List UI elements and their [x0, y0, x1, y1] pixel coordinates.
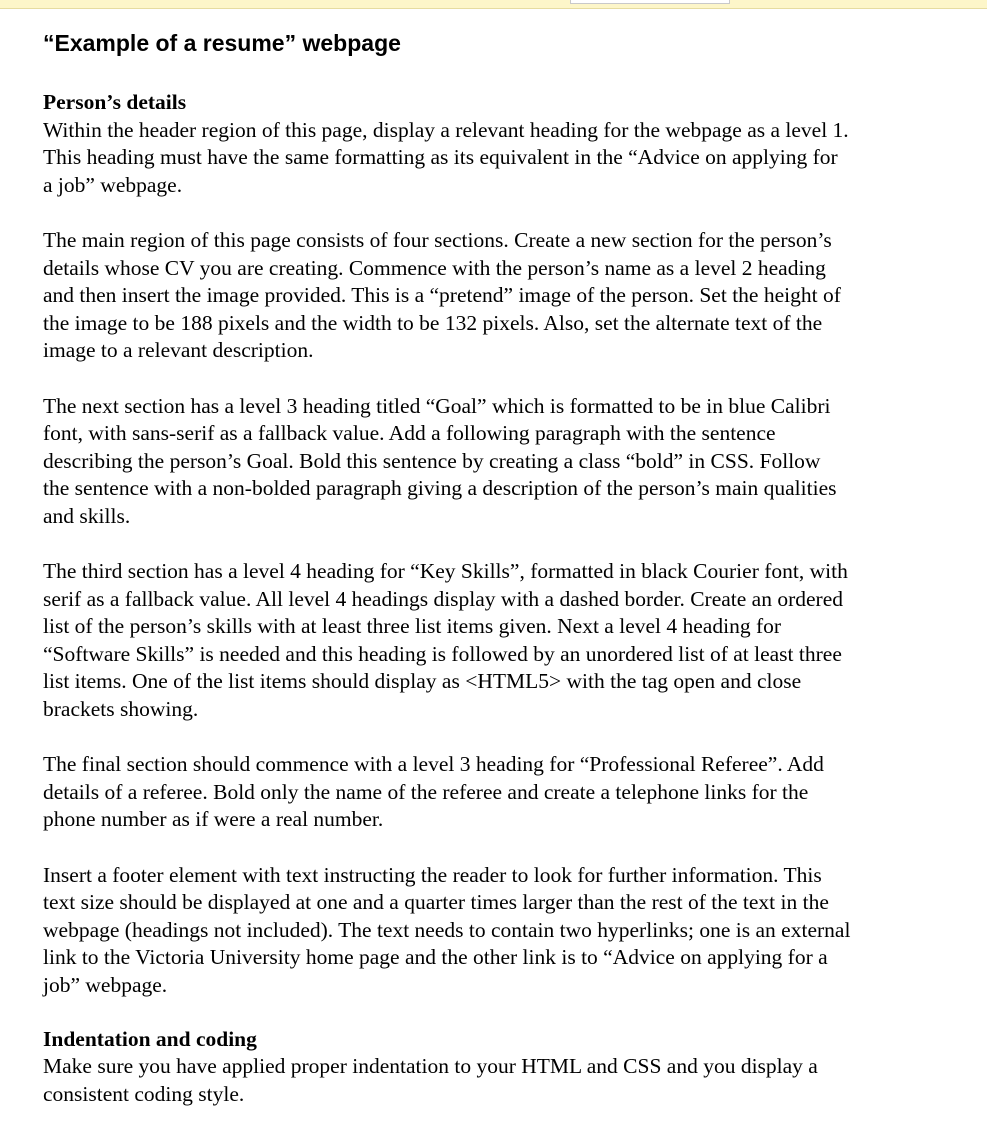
- paragraph-referee-section: The final section should commence with a level 3 heading for “Professional Referee”. Add details of a referee. Bold only the name of the referee and create a telephone links for the phone number as if were a real number.: [43, 752, 824, 832]
- paragraph-main-region: The main region of this page consists of four sections. Create a new section for the person’s details whose CV you are creating. Commence with the person’s name as a level 2 heading and then insert the image provided. This is a “pretend” image of the person. Set the height of the image to be 188 pixels and the width to be 132 pixels. Also, set the alternate text of the image to a relevant description.: [43, 227, 841, 363]
- document-body: [43, 27, 963, 1108]
- paragraph-footer-element: Insert a footer element with text instructing the reader to look for further information. This text size should be displayed at one and a quarter times larger than the rest of the text in the webpage (headings not included). The text needs to contain two hyperlinks; one is an external link to the Victoria University home page and the other link is to “Advice on applying for a job” webpage.: [43, 862, 851, 997]
- top-toolbar-strip: [0, 0, 987, 9]
- paragraph-header-region: Within the header region of this page, display a relevant heading for the webpage as a level 1. This heading must have the same formatting as its equivalent in the “Advice on applying for a job” webpage.: [43, 117, 849, 197]
- section-heading-indentation: Indentation and coding: [43, 1026, 257, 1051]
- section-heading-persons-details: Person’s details: [43, 90, 187, 114]
- paragraph-indentation: Make sure you have applied proper indentation to your HTML and CSS and you display a consistent coding style.: [43, 1054, 818, 1106]
- paragraph-key-skills-section: The third section has a level 4 heading for “Key Skills”, formatted in black Courier font, with serif as a fallback value. All level 4 headings display with a dashed border. Create an ordered list of the person’s skills with at least three list items given. Next a level 4 heading for “Software Skills” is needed and this heading is followed by an unordered list of at least three list items. One of the list items should display as <HTML5> with the tag open and close brackets showing.: [43, 559, 848, 722]
- toolbar-tab: [570, 0, 730, 4]
- paragraph-goal-section: The next section has a level 3 heading titled “Goal” which is formatted to be in blue Calibri font, with sans-serif as a fallback value. Add a following paragraph with the sentence describing the person’s Goal. Bold this sentence by creating a class “bold” in CSS. Follow the sentence with a non-bolded paragraph giving a description of the person’s main qualities and skills.: [43, 393, 837, 528]
- document-title: “Example of a resume” webpage: [43, 30, 401, 56]
